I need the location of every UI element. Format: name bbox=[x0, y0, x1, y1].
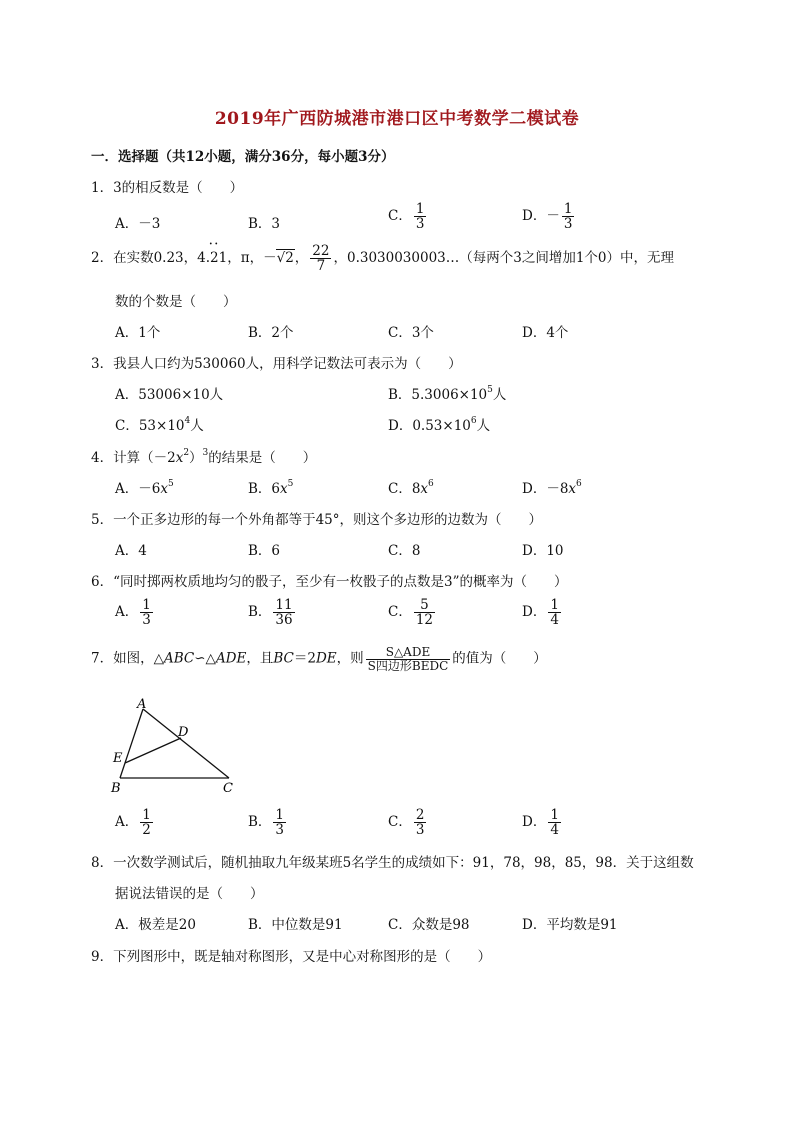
q6-option-a: A． $\frac{1}{3}$ bbox=[115, 597, 151, 629]
q8-option-c: C．众数是98 bbox=[388, 917, 470, 933]
q4-option-d: D．$-8x^6$ bbox=[522, 479, 582, 497]
q3-option-a: A．53006×10人 bbox=[115, 387, 224, 403]
q7-option-d: D． $\frac{1}{4}$ bbox=[522, 807, 559, 839]
area-ratio-fraction: $\frac{\text{S△ADE}}{\text{S四边形BEDC}}$ bbox=[367, 645, 449, 673]
q4-option-a: A．$-6x^5$ bbox=[115, 479, 174, 497]
fraction: $\frac{1}{3}$ bbox=[415, 201, 425, 233]
q4-option-b: B．$6x^5$ bbox=[248, 479, 294, 497]
question-8-stem-cont: 据说法错误的是（ ） bbox=[115, 886, 264, 902]
label-a: A bbox=[137, 698, 147, 712]
q5-option-c: C．8 bbox=[388, 543, 421, 559]
fraction: $\frac{1}{2}$ bbox=[142, 807, 151, 839]
question-3-stem: 3．我县人口约为530060人，用科学记数法可表示为（ ） bbox=[91, 356, 462, 372]
q8-option-b: B．中位数是91 bbox=[248, 917, 343, 933]
fraction: $\frac{5}{12}$ bbox=[415, 597, 434, 629]
fraction: $\frac{1}{3}$ bbox=[563, 201, 573, 233]
fraction: $\frac{11}{36}$ bbox=[275, 597, 293, 629]
label-e: E bbox=[113, 751, 123, 766]
question-2-stem-cont: 数的个数是（ ） bbox=[115, 294, 237, 310]
q5-option-b: B．6 bbox=[248, 543, 281, 559]
q8-option-a: A．极差是20 bbox=[115, 917, 196, 933]
question-4-stem: 4．计算$(-2x^2)^3$的结果是（ ） bbox=[91, 448, 317, 466]
q7-option-c: C． $\frac{2}{3}$ bbox=[388, 807, 425, 839]
fraction: $\frac{1}{4}$ bbox=[550, 597, 559, 629]
sqrt-expression: √2 bbox=[276, 250, 294, 267]
segment-ab bbox=[120, 709, 143, 778]
q3-option-c: C．$53\times 10^4$人 bbox=[115, 416, 204, 434]
q1-option-a: A．－3 bbox=[115, 216, 161, 232]
fraction: $\frac{1}{3}$ bbox=[275, 807, 285, 839]
question-5-stem: 5．一个正多边形的每一个外角都等于45°，则这个多边形的边数为（ ） bbox=[91, 512, 543, 528]
q7-option-b: B． $\frac{1}{3}$ bbox=[248, 807, 285, 839]
q1-option-b: B．3 bbox=[248, 216, 281, 232]
segment-ed bbox=[125, 738, 181, 763]
repeating-decimal: • • 21 bbox=[210, 250, 227, 266]
exam-title: 2019年广西防城港市港口区中考数学二模试卷 bbox=[214, 109, 580, 129]
q2-option-c: C．3个 bbox=[388, 325, 434, 341]
q1-option-d: D．－ $\frac{1}{3}$ bbox=[522, 201, 573, 233]
q1-option-c: C． $\frac{1}{3}$ bbox=[388, 201, 425, 233]
question-9-stem: 9．下列图形中，既是轴对称图形，又是中心对称图形的是（ ） bbox=[91, 949, 492, 965]
q5-option-d: D．10 bbox=[522, 543, 564, 559]
q3-option-b: B．$5.3006\times 10^5$人 bbox=[388, 385, 507, 403]
q6-option-b: B． $\frac{11}{36}$ bbox=[248, 597, 293, 629]
question-7-stem: 7．如图，△ABC∽△ADE，且BC＝2DE，则 $\frac{\text{S△ADE}}{\text{S四边形BEDC}}$ 的值为（ ） bbox=[91, 645, 547, 673]
label-d: D bbox=[178, 725, 189, 740]
label-c: C bbox=[223, 781, 233, 796]
section-heading: 一．选择题（共12小题，满分36分，每小题3分） bbox=[91, 149, 395, 165]
segment-ac bbox=[143, 709, 229, 778]
question-2-stem: 2．在实数0.23，4.• • 21，π，－√2， $\frac{22}{7}$ ，0.3030030003…（每两个3之间增加1个0）中，无理 bbox=[91, 244, 674, 273]
q3-option-d: D．$0.53\times 10^6$人 bbox=[388, 416, 491, 434]
fraction: $\frac{1}{3}$ bbox=[142, 597, 151, 629]
q6-option-d: D． $\frac{1}{4}$ bbox=[522, 597, 559, 629]
q7-option-a: A． $\frac{1}{2}$ bbox=[115, 807, 151, 839]
triangle-figure bbox=[105, 698, 245, 798]
q6-option-c: C． $\frac{5}{12}$ bbox=[388, 597, 434, 629]
q2-option-a: A．1个 bbox=[115, 325, 161, 341]
fraction: $\frac{2}{3}$ bbox=[415, 807, 425, 839]
question-8-stem: 8．一次数学测试后，随机抽取九年级某班5名学生的成绩如下：91，78，98，85，98．关于这组数 bbox=[91, 855, 694, 871]
q8-option-d: D．平均数是91 bbox=[522, 917, 618, 933]
question-6-stem: 6．“同时掷两枚质地均匀的骰子，至少有一枚骰子的点数是3”的概率为（ ） bbox=[91, 574, 568, 590]
q4-option-c: C．$8x^6$ bbox=[388, 479, 434, 497]
q2-option-d: D．4个 bbox=[522, 325, 569, 341]
q5-option-a: A．4 bbox=[115, 543, 147, 559]
fraction: $\frac{1}{4}$ bbox=[550, 807, 559, 839]
label-b: B bbox=[111, 781, 121, 796]
fraction: $\frac{22}{7}$ bbox=[312, 243, 330, 275]
q2-option-b: B．2个 bbox=[248, 325, 294, 341]
question-1-stem: 1．3的相反数是（ ） bbox=[91, 180, 244, 196]
